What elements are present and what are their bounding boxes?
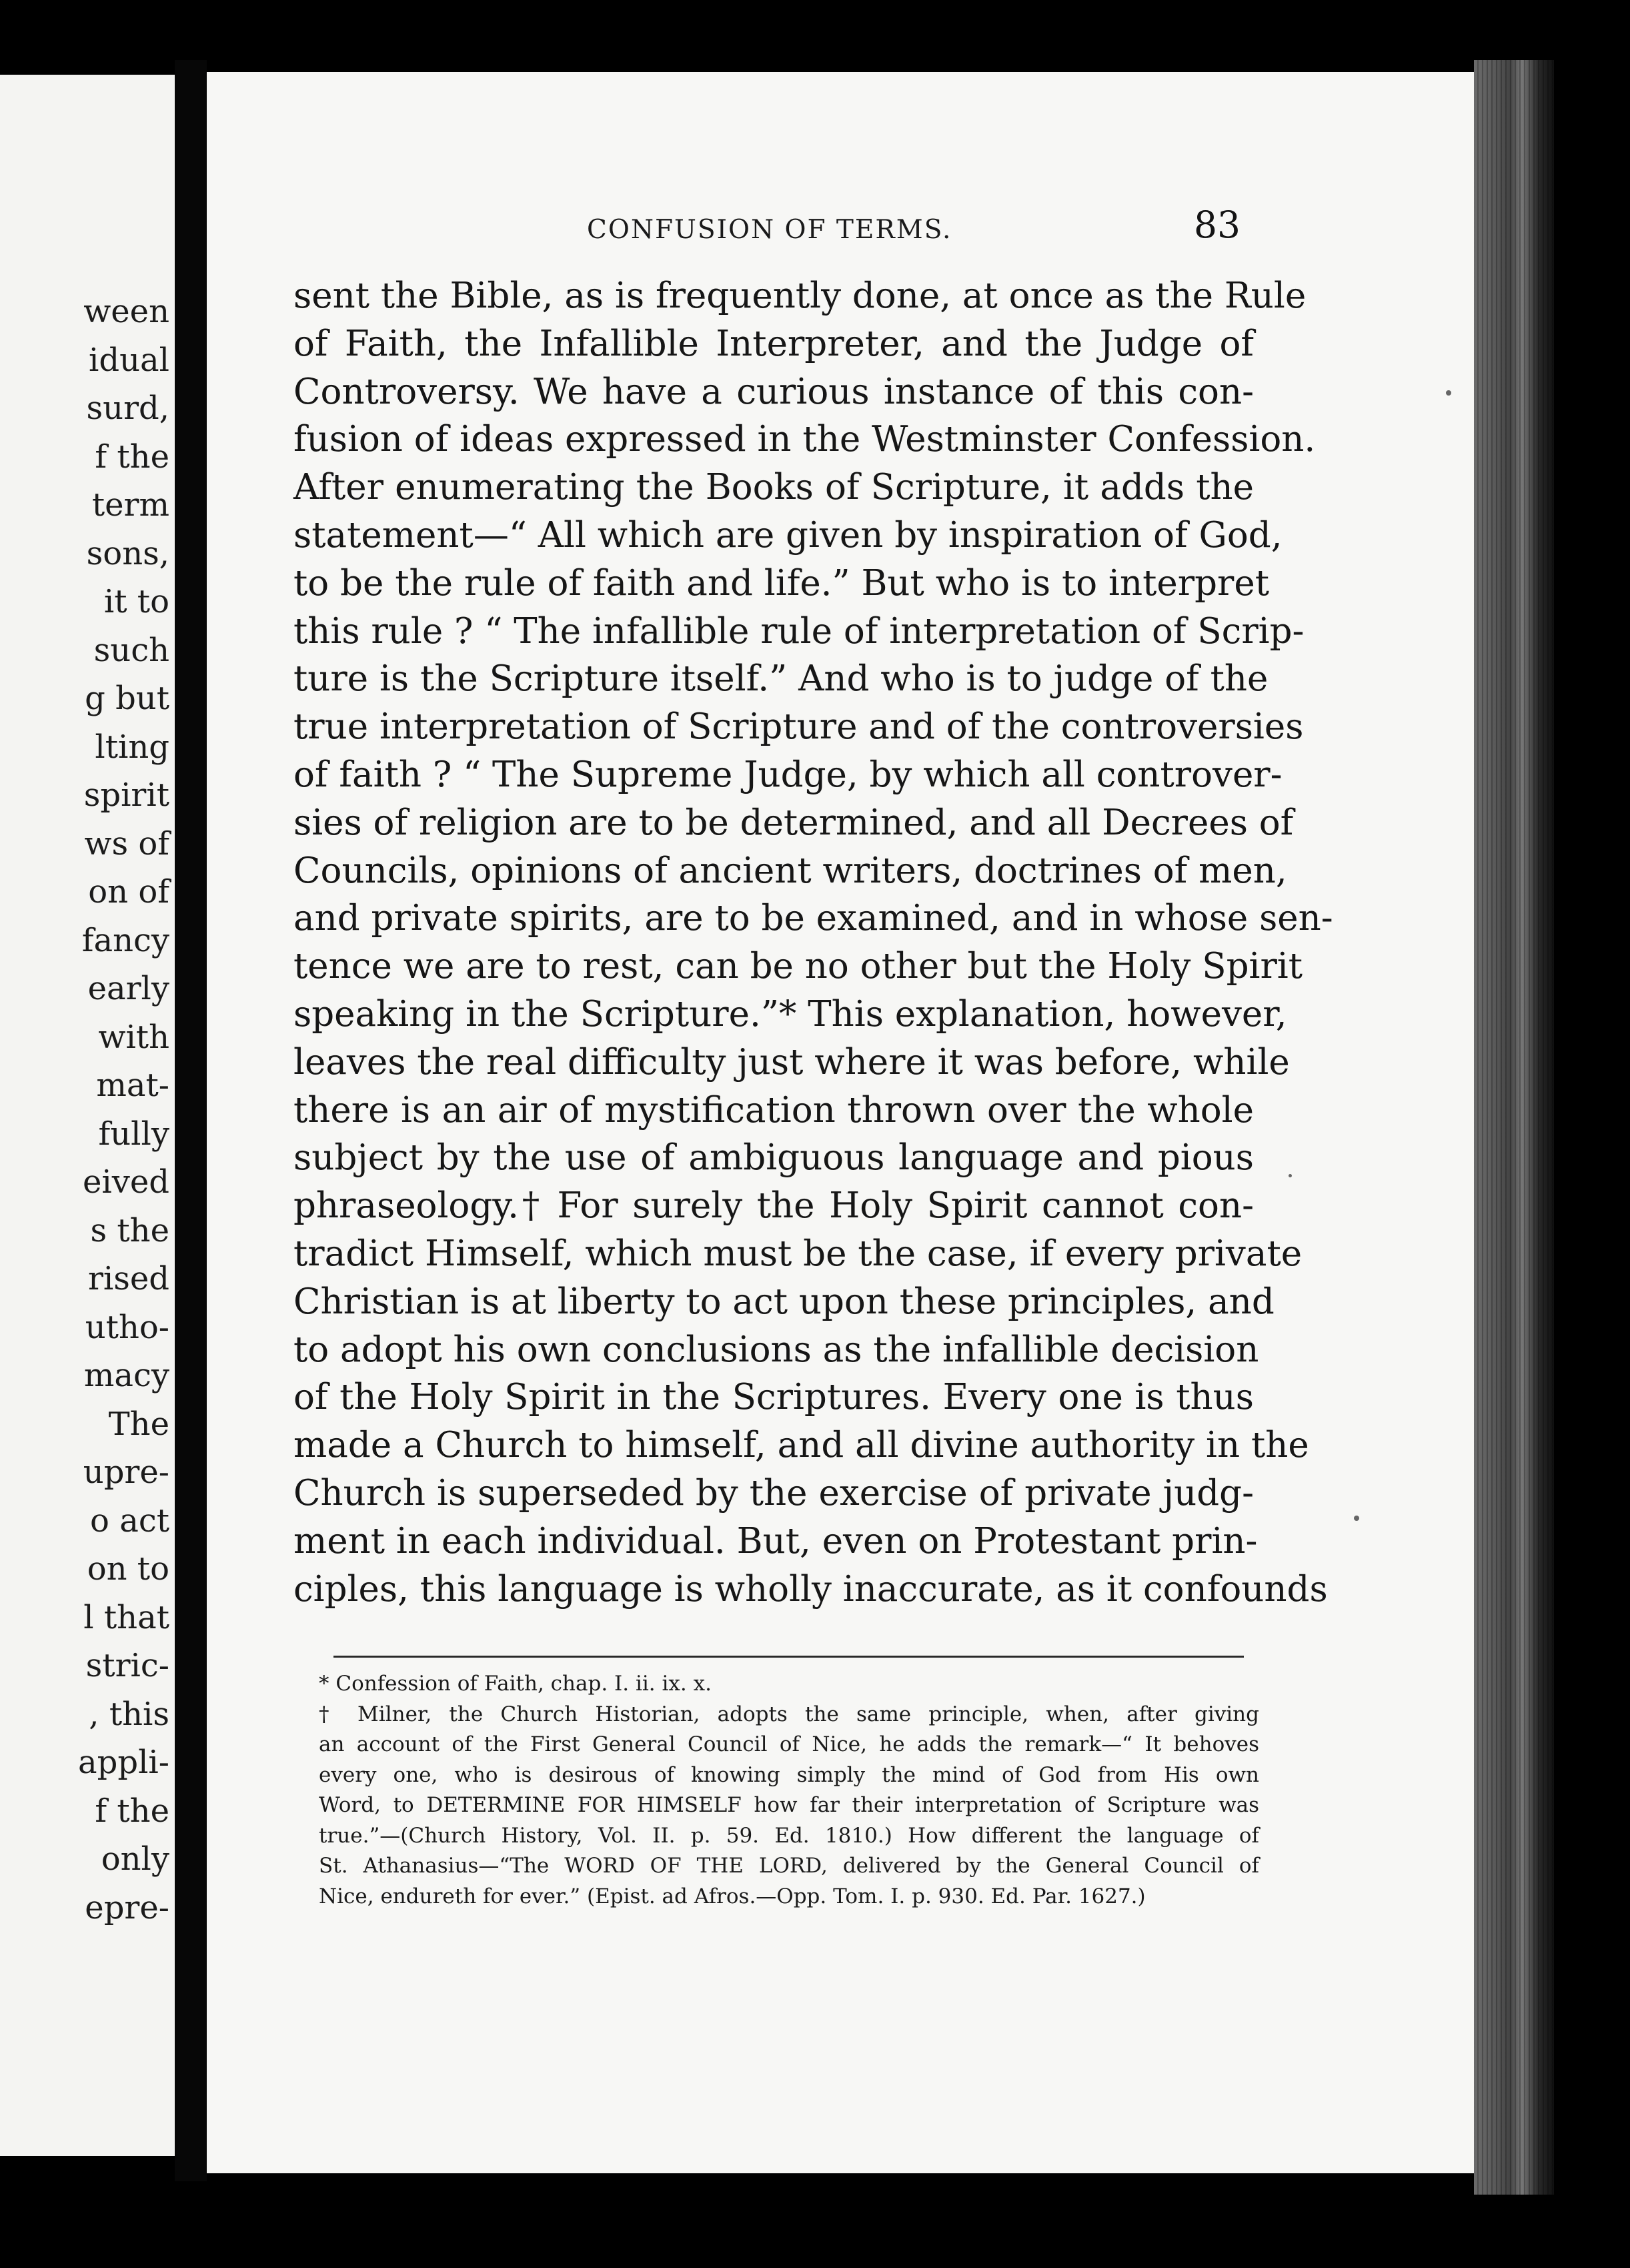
text-line: Christian is at liberty to act upon these principles, and <box>293 1281 1275 1322</box>
text-line: and private spirits, are to be examined, and in whose sen- <box>293 898 1333 939</box>
text-line: sies of religion are to be determined, and all Decrees of <box>293 802 1294 843</box>
text-line: sent the Bible, as is frequently done, at once as the Rule <box>293 275 1307 316</box>
text-line: phraseology.† For surely the Holy Spirit cannot con- <box>293 1185 1254 1227</box>
facing-page-line: with <box>98 1018 169 1056</box>
facing-page-line: idual <box>89 341 169 379</box>
facing-page-line: sons, <box>86 534 169 572</box>
facing-page-line: surd, <box>86 390 169 427</box>
text-line: ture is the Scripture itself.” And who is to judge of the <box>293 658 1269 700</box>
text-line: After enumerating the Books of Scripture, it adds the <box>293 467 1254 508</box>
facing-page-line: eived <box>82 1163 169 1201</box>
facing-page-line: utho- <box>85 1308 169 1346</box>
footnote-line: true.”—(Church History, Vol. II. p. 59. Ed. 1810.) How different the language of <box>319 1823 1259 1848</box>
facing-page-line: such <box>93 631 169 669</box>
facing-page-line: ween <box>83 293 169 330</box>
facing-page-line: it to <box>103 583 169 620</box>
running-title: CONFUSION OF TERMS. <box>587 215 952 245</box>
facing-page-line: fancy <box>81 921 169 959</box>
ink-speck <box>1446 390 1451 396</box>
facing-page-line: on to <box>87 1550 169 1588</box>
facing-page-line: lting <box>95 728 169 766</box>
book-gutter <box>175 60 207 2181</box>
facing-page-line: rised <box>87 1260 169 1297</box>
footnote-line: Word, to DETERMINE FOR HIMSELF how far their interpretation of Scripture was <box>319 1793 1259 1817</box>
facing-page-line: The <box>108 1405 169 1443</box>
facing-page-line: s the <box>90 1211 169 1249</box>
page-number: 83 <box>1194 203 1241 246</box>
facing-page-line: term <box>91 486 169 524</box>
text-line: Church is superseded by the exercise of private judg- <box>293 1472 1254 1514</box>
text-line: tradict Himself, which must be the case, if every private <box>293 1233 1303 1274</box>
facing-page-line: f the <box>95 1792 169 1830</box>
text-line: Controversy. We have a curious instance of this con- <box>293 371 1254 412</box>
ink-speck <box>1289 1174 1292 1177</box>
page-edges <box>1474 60 1554 2195</box>
footnote-line: † Milner, the Church Historian, adopts the same principle, when, after giving <box>319 1702 1259 1726</box>
text-line: this rule ? “ The infallible rule of interpretation of Scrip- <box>293 610 1305 652</box>
text-line: statement—“ All which are given by inspiration of God, <box>293 514 1283 556</box>
text-line: made a Church to himself, and all divine authority in the <box>293 1425 1309 1466</box>
facing-page-line: only <box>101 1840 169 1878</box>
text-line: tence we are to rest, can be no other but the Holy Spirit <box>293 946 1303 987</box>
text-line: of the Holy Spirit in the Scriptures. Every one is thus <box>293 1377 1254 1418</box>
facing-page-line: epre- <box>85 1888 169 1926</box>
facing-page-line: appli- <box>78 1744 169 1781</box>
footnotes <box>319 1669 1259 1912</box>
footnote-line: Nice, endureth for ever.” (Epist. ad Afros.—Opp. Tom. I. p. 930. Ed. Par. 1627.) <box>319 1884 1146 1908</box>
facing-page <box>0 75 175 2156</box>
body-text <box>293 272 1333 1613</box>
text-line: of Faith, the Infallible Interpreter, and the Judge of <box>293 323 1254 364</box>
text-line: there is an air of mystification thrown over the whole <box>293 1089 1254 1131</box>
ink-speck <box>1354 1516 1359 1521</box>
text-line: to be the rule of faith and life.” But who is to interpret <box>293 562 1270 604</box>
facing-page-line: o act <box>90 1502 169 1540</box>
text-line: true interpretation of Scripture and of the controversies <box>293 706 1304 748</box>
facing-page-line: spirit <box>83 776 169 814</box>
facing-page-line: f the <box>95 438 169 476</box>
facing-page-line: ws of <box>84 824 169 863</box>
text-line: leaves the real difficulty just where it was before, while <box>293 1041 1290 1083</box>
footnote-line: an account of the First General Council of Nice, he adds the remark—“ It behoves <box>319 1732 1259 1756</box>
facing-page-line: early <box>87 970 169 1007</box>
text-line: ciples, this language is wholly inaccurate, as it confounds <box>293 1568 1328 1610</box>
facing-page-line: stric- <box>85 1647 169 1684</box>
text-line: Councils, opinions of ancient writers, doctrines of men, <box>293 850 1287 891</box>
facing-page-line: on of <box>88 873 169 911</box>
text-line: to adopt his own conclusions as the infallible decision <box>293 1329 1259 1370</box>
facing-page-line: , this <box>89 1695 169 1733</box>
facing-page-line: g but <box>85 680 169 717</box>
footnote-line: St. Athanasius—“The WORD OF THE LORD, delivered by the General Council of <box>319 1854 1259 1878</box>
facing-page-line: macy <box>83 1357 169 1394</box>
facing-page-line: fully <box>98 1115 169 1153</box>
text-line: subject by the use of ambiguous language and pious <box>293 1137 1254 1179</box>
text-line: speaking in the Scripture.”* This explanation, however, <box>293 993 1287 1035</box>
facing-page-line: mat- <box>96 1067 169 1104</box>
footnote-line: every one, who is desirous of knowing simply the mind of God from His own <box>319 1762 1259 1787</box>
footnote-rule <box>333 1656 1244 1658</box>
footnote-line: * Confession of Faith, chap. I. ii. ix. x. <box>319 1672 712 1696</box>
text-line: of faith ? “ The Supreme Judge, by which all controver- <box>293 754 1283 795</box>
facing-page-line: upre- <box>83 1454 169 1491</box>
text-line: fusion of ideas expressed in the Westminster Confession. <box>293 419 1316 460</box>
facing-page-line: l that <box>83 1598 169 1636</box>
text-line: ment in each individual. But, even on Protestant prin- <box>293 1520 1258 1562</box>
